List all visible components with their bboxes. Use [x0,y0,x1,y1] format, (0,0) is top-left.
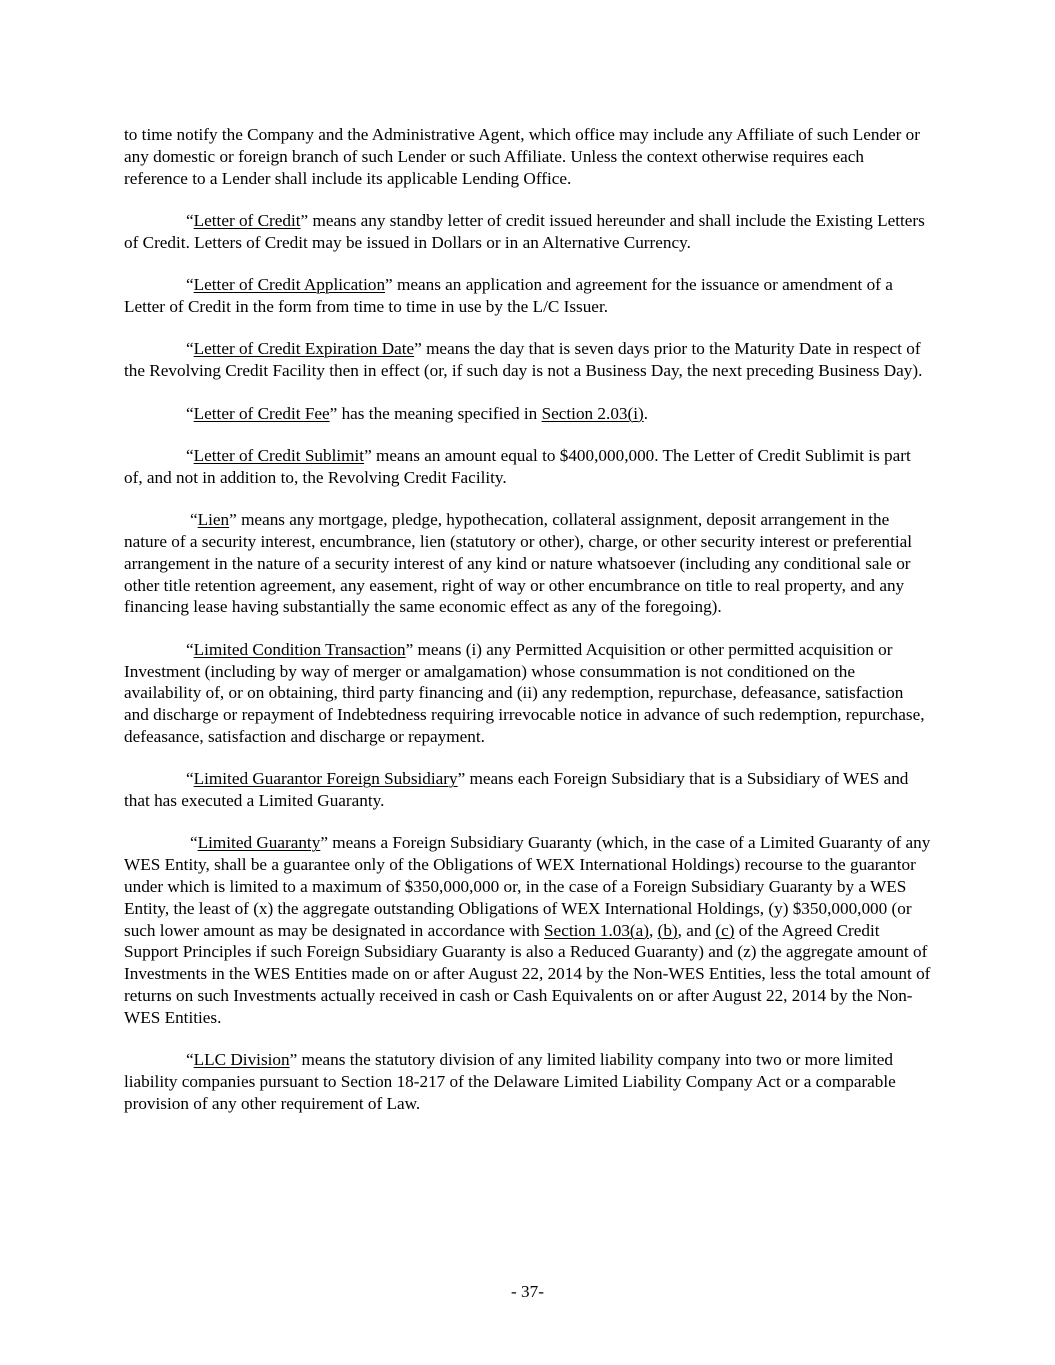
paragraph-text: “ [186,769,194,789]
paragraph-llc-division [124,1049,932,1114]
paragraph-text: “ [190,510,198,530]
document-body [124,124,932,1135]
paragraph-text: ” means any mortgage, pledge, hypothecation, collateral assignment, deposit arrangement in the nature of a security interest, encumbrance, lien (statutory or other), charge, or other security interest or preferential arrangement in the nature of a security interest of any kind or nature whatsoever (including any conditional sale or other title retention agreement, any easement, right of way or other encumbrance on title to real property, and any financing lease having substantially the same economic effect as any of the foregoing). [124,510,913,617]
paragraph-text: , [649,920,658,940]
paragraph-limited-guarantor-foreign-subsidiary [124,768,932,812]
paragraph-text: “ [186,210,194,230]
defined-term: Limited Condition Transaction [193,639,406,659]
defined-term: (c) [715,920,735,940]
paragraph-text: “ [186,1050,194,1070]
paragraph-limited-condition-transaction [124,639,932,748]
paragraph-letter-of-credit-sublimit [124,445,932,489]
paragraph-text: to time notify the Company and the Administrative Agent, which office may include any Affiliate of such Lender or any domestic or foreign branch of such Lender or such Affiliate. Unless the context otherwise requires each reference to a Lender shall include its applicable Lending Office. [124,125,921,188]
defined-term: Limited Guarantor Foreign Subsidiary [193,769,458,789]
paragraph-text: . [643,403,649,423]
paragraph-letter-of-credit-expiration-date [124,338,932,382]
paragraph-limited-guaranty [124,832,932,1028]
paragraph-lien [124,509,932,618]
defined-term: Letter of Credit Fee [193,403,330,423]
paragraph-text: “ [190,833,198,853]
defined-term: Limited Guaranty [197,833,321,853]
paragraph-letter-of-credit [124,210,932,254]
paragraph-text: ” has the meaning specified in [329,403,542,423]
paragraph-text: “ [186,339,194,359]
paragraph-text: ” means an amount equal to $400,000,000. The Letter of Credit Sublimit is part of, and not in addition to, the Revolving Credit Facility. [124,445,911,487]
defined-term: Section 2.03(i) [541,403,644,423]
paragraph-text: ” means each Foreign Subsidiary that is a Subsidiary of WES and that has executed a Limited Guaranty. [124,769,909,811]
defined-term: Lien [197,510,230,530]
paragraph-text: “ [186,445,194,465]
paragraph-text: ” means an application and agreement for the issuance or amendment of a Letter of Credit in the form from time to time in use by the L/C Issuer. [124,275,893,316]
paragraph-text: ” means the statutory division of any limited liability company into two or more limited liability companies pursuant to Section 18-217 of the Delaware Limited Liability Company Act or a comparable provision of any other requirement of Law. [124,1050,896,1113]
paragraph-text: “ [186,639,194,659]
paragraph-text: , and [677,920,716,940]
paragraph-letter-of-credit-fee [124,403,932,425]
defined-term: Section 1.03(a) [544,920,650,940]
defined-term: Letter of Credit [193,210,301,230]
paragraph-text: “ [186,275,194,295]
defined-term: Letter of Credit Expiration Date [193,339,415,359]
paragraph-lending-office-continued [124,124,932,189]
paragraph-text: ” means any standby letter of credit issued hereunder and shall include the Existing Letters of Credit. Letters of Credit may be issued in Dollars or in an Alternative Currency. [124,210,925,252]
defined-term: (b) [657,920,678,940]
paragraph-text: “ [186,403,194,423]
defined-term: Letter of Credit Application [193,275,386,295]
paragraph-text: ” means a Foreign Subsidiary Guaranty (which, in the case of a Limited Guaranty of any WES Entity, shall be a guarantee only of the Obligations of WEX International Holdings) recourse to the guarantor under which is limited to a maximum of $350,000,000 or, in the case of a Foreign Subsidiary Guaranty by a WES Entity, the least of (x) the aggregate outstanding Obligations of WEX International Holdings, (y) $350,000,000 (or such lower amount as may be designated in accordance with [124,833,931,940]
paragraph-text: ” means the day that is seven days prior to the Maturity Date in respect of the Revolving Credit Facility then in effect (or, if such day is not a Business Day, the next preceding Business Day). [124,339,923,381]
paragraph-text: of the Agreed Credit Support Principles if such Foreign Subsidiary Guaranty is also a Reduced Guaranty) and (z) the aggregate amount of Investments in the WES Entities made on or after August 22, 2014 by the Non-WES Entities, less the total amount of returns on such Investments actually received in cash or Cash Equivalents on or after August 22, 2014 by the Non-WES Entities. [124,920,931,1027]
paragraph-letter-of-credit-application [124,274,932,318]
defined-term: Letter of Credit Sublimit [193,445,365,465]
paragraph-text: ” means (i) any Permitted Acquisition or other permitted acquisition or Investment (including by way of merger or amalgamation) whose consummation is not conditioned on the availability of, or on obtaining, third party financing and (ii) any redemption, repurchase, defeasance, satisfaction and discharge or repayment of Indebtedness requiring irrevocable notice in advance of such redemption, repurchase, defeasance, satisfaction and discharge or repayment. [124,639,925,746]
defined-term: LLC Division [193,1050,290,1070]
page-number: - 37- [511,1282,544,1301]
